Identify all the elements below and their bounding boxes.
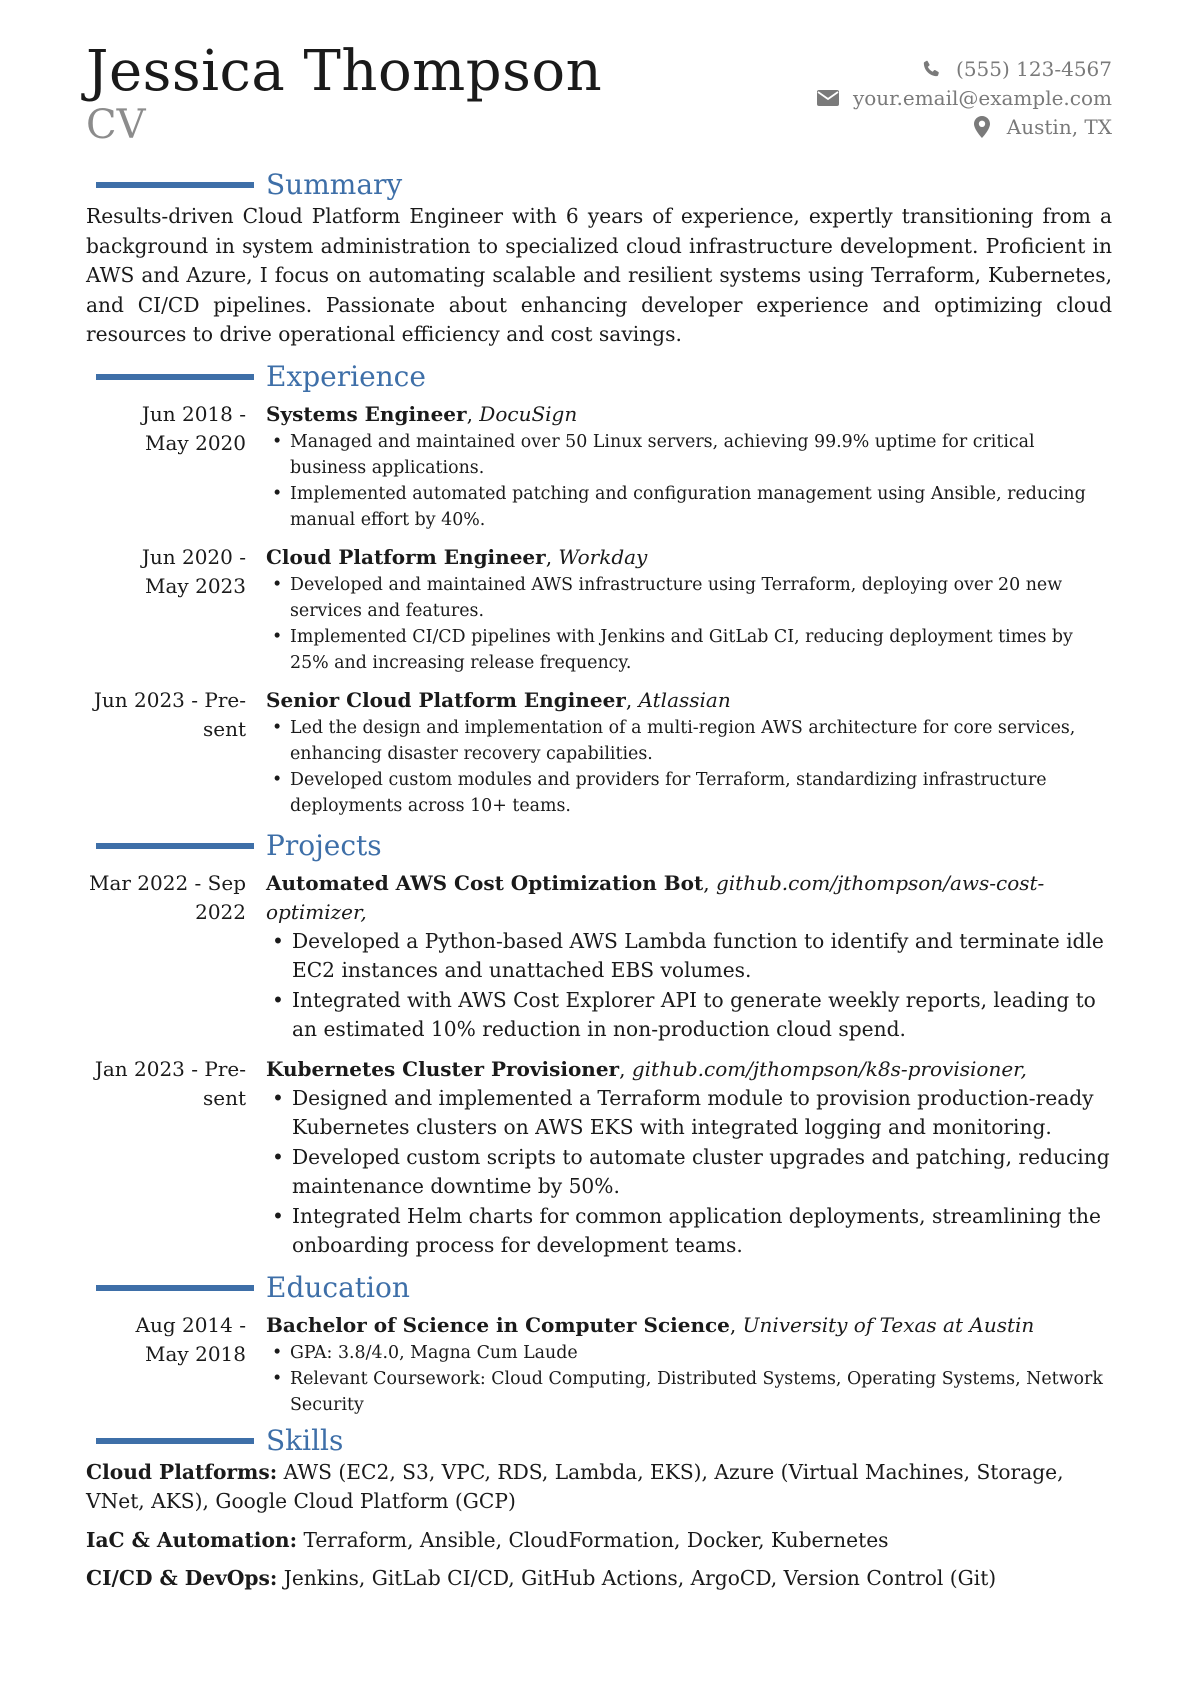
contact-phone xyxy=(815,54,1112,83)
entry-bullets xyxy=(266,429,1112,533)
bullet-item: • Developed and maintained AWS infrastructure using Terraform, deploying over 20 new services and features. xyxy=(266,572,1112,624)
entry-title: Cloud Platform Engineer, Workday xyxy=(266,544,648,569)
project-link[interactable]: github.com/jthompson/aws-cost-optimizer, xyxy=(266,870,1045,924)
bullet-item: • Designed and implemented a Terraform module to provision production-ready Kubernetes clusters on AWS EKS with integrated logging and monitoring. xyxy=(266,1084,1112,1143)
summary-heading xyxy=(86,168,1112,202)
entry-date: Jun 2023 - Pre- sent xyxy=(93,687,246,741)
section-rule xyxy=(96,1438,254,1444)
resume-page xyxy=(86,39,1112,1603)
skill-row: CI/CD & DevOps: Jenkins, GitLab CI/CD, GitHub Actions, ArgoCD, Version Control (Git) xyxy=(86,1566,997,1590)
experience-entry xyxy=(86,543,1112,676)
section-title: Summary xyxy=(266,168,403,201)
section-title: Projects xyxy=(266,828,382,862)
skills-heading xyxy=(86,1424,1112,1458)
bullet-item: • Led the design and implementation of a multi-region AWS architecture for core services, enhancing disaster recovery capabilities. xyxy=(266,715,1112,767)
bullet-item: • Integrated Helm charts for common application deployments, streamlining the onboarding process for development teams. xyxy=(266,1202,1112,1261)
location-text: Austin, TX xyxy=(1006,114,1112,139)
section-rule xyxy=(96,843,254,849)
project-link[interactable]: github.com/jthompson/k8s-provisioner, xyxy=(631,1056,1027,1081)
project-entry xyxy=(86,869,1112,1045)
projects-heading xyxy=(86,829,1112,863)
bullet-item: • Developed custom scripts to automate cluster upgrades and patching, reducing maintenance downtime by 50%. xyxy=(266,1143,1112,1202)
section-title: Experience xyxy=(266,359,426,393)
entry-date: Jun 2018 - May 2020 xyxy=(141,401,246,455)
entry-date: Aug 2014 - May 2018 xyxy=(135,1312,246,1366)
skill-row: Cloud Platforms: AWS (EC2, S3, VPC, RDS, Lambda, EKS), Azure (Virtual Machines, Storage, VNet, AKS), Google Cloud Platform (GCP) xyxy=(86,1459,1064,1513)
entry-bullets xyxy=(266,715,1112,819)
entry-title: Kubernetes Cluster Provisioner, github.com/jthompson/k8s-provisioner, xyxy=(266,1056,1027,1081)
education-entry xyxy=(86,1311,1112,1418)
education-heading xyxy=(86,1271,1112,1305)
experience-entry xyxy=(86,400,1112,533)
section-title: Education xyxy=(266,1270,410,1304)
entry-title: Automated AWS Cost Optimization Bot, github.com/jthompson/aws-cost-optimizer, xyxy=(266,870,1045,924)
map-marker-icon xyxy=(969,116,995,138)
skill-row: IaC & Automation: Terraform, Ansible, CloudFormation, Docker, Kubernetes xyxy=(86,1527,889,1552)
bullet-item: • Implemented automated patching and configuration management using Ansible, reducing manual effort by 40%. xyxy=(266,481,1112,533)
bullet-item: • Developed a Python-based AWS Lambda function to identify and terminate idle EC2 instances and unattached EBS volumes. xyxy=(266,927,1112,986)
entry-title: Systems Engineer, DocuSign xyxy=(266,401,578,426)
entry-date: Jun 2020 - May 2023 xyxy=(141,544,246,598)
entry-title: Senior Cloud Platform Engineer, Atlassian xyxy=(266,687,731,712)
entry-bullets xyxy=(266,572,1112,676)
email-text[interactable]: your.email@example.com xyxy=(852,85,1112,110)
section-rule xyxy=(96,374,254,380)
entry-bullets xyxy=(266,1340,1112,1418)
entry-bullets xyxy=(266,927,1112,1045)
entry-date: Mar 2022 - Sep 2022 xyxy=(88,870,246,924)
resume-header xyxy=(86,39,1112,162)
entry-bullets xyxy=(266,1084,1112,1261)
contact-email xyxy=(815,83,1112,112)
document-subtitle: CV xyxy=(86,102,146,148)
bullet-item: • Relevant Coursework: Cloud Computing, Distributed Systems, Operating Systems, Network Security xyxy=(266,1366,1112,1418)
summary-text: Results-driven Cloud Platform Engineer with 6 years of experience, expertly transitioning from a background in system administration to specialized cloud infrastructure development. Proficient in AWS and Azure, I focus on automating scalable and resilient systems using Terraform, Kubernetes, and CI/CD pipelines. Passionate about enhancing developer experience and optimizing cloud resources to drive operational efficiency and cost savings. xyxy=(86,204,1112,346)
bullet-item: • Managed and maintained over 50 Linux servers, achieving 99.9% uptime for critical business applications. xyxy=(266,429,1112,481)
entry-title: Bachelor of Science in Computer Science, University of Texas at Austin xyxy=(266,1312,1035,1337)
phone-text[interactable]: (555) 123-4567 xyxy=(956,56,1112,81)
experience-heading xyxy=(86,360,1112,394)
bullet-item: • Developed custom modules and providers for Terraform, standardizing infrastructure deployments across 10+ teams. xyxy=(266,767,1112,819)
project-entry xyxy=(86,1055,1112,1261)
section-rule xyxy=(96,182,254,188)
contact-block xyxy=(815,54,1112,141)
section-title: Skills xyxy=(266,1423,344,1457)
entry-date: Jan 2023 - Pre- sent xyxy=(94,1056,246,1110)
experience-entry xyxy=(86,686,1112,819)
contact-location xyxy=(815,112,1112,141)
bullet-item: • Integrated with AWS Cost Explorer API to generate weekly reports, leading to an estimated 10% reduction in non-production cloud spend. xyxy=(266,986,1112,1045)
envelope-icon xyxy=(815,87,841,109)
bullet-item: • Implemented CI/CD pipelines with Jenkins and GitLab CI, reducing deployment times by 25% and increasing release frequency. xyxy=(266,624,1112,676)
candidate-name: Jessica Thompson xyxy=(86,39,603,104)
phone-icon xyxy=(918,58,944,80)
bullet-item: • GPA: 3.8/4.0, Magna Cum Laude xyxy=(266,1340,1112,1366)
section-rule xyxy=(96,1285,254,1291)
